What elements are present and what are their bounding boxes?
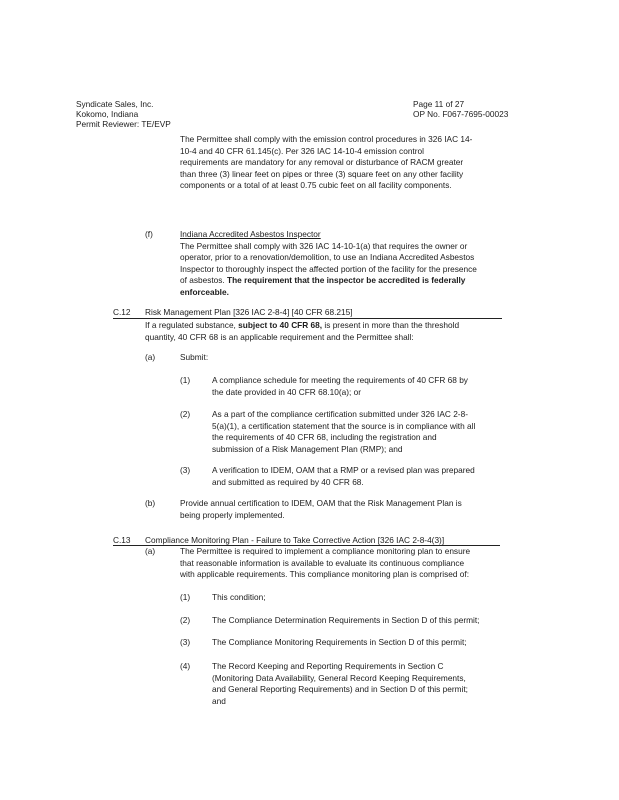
c13-a — [180, 546, 540, 581]
header-right — [413, 99, 563, 119]
section-title-c13: Compliance Monitoring Plan - Failure to Take Corrective Action [326 IAC 2-8-4(3)] — [145, 535, 445, 545]
section-number-c12: C.12 — [113, 307, 131, 317]
text-line: that reasonable information is available to evaluate its continuous compliance — [180, 557, 465, 568]
c12-item-2-num: (2) — [180, 409, 191, 419]
c13-item-4 — [212, 661, 542, 707]
c12-a-label: (a) — [145, 352, 156, 362]
text-line: the requirements of 40 CFR 68, including the registration and — [212, 432, 437, 443]
text-line: and submitted as required by 40 CFR 68. — [212, 476, 364, 487]
permit-number: OP No. F067-7695-00023 — [413, 109, 509, 120]
text-line: being properly implemented. — [180, 509, 285, 520]
text-line — [145, 320, 545, 332]
c12-b-label: (b) — [145, 498, 156, 508]
text-span: is present in more than the threshold — [322, 320, 460, 330]
c13-item-2: The Compliance Determination Requirements in Section D of this permit; — [212, 615, 480, 625]
c13-item-3: The Compliance Monitoring Requirements in Section D of this permit; — [212, 637, 467, 647]
c12-item-3 — [212, 465, 542, 488]
c13-a-label: (a) — [145, 546, 156, 556]
bold-text: The requirement that the inspector be accredited is federally — [227, 275, 466, 286]
item-f-label: (f) — [145, 229, 153, 239]
c12-b — [180, 498, 540, 521]
text-span: of asbestos. — [180, 275, 228, 286]
company-location: Kokomo, Indiana — [76, 109, 139, 120]
c13-item-1-num: (1) — [180, 592, 191, 602]
c12-item-3-num: (3) — [180, 465, 191, 475]
text-line: (Monitoring Data Availability, General Record Keeping Requirements, — [212, 672, 466, 683]
section-title-c12: Risk Management Plan [326 IAC 2-8-4] [40 CFR 68.215] — [145, 307, 353, 317]
text-line: quantity, 40 CFR 68 is an applicable requirement and the Permittee shall: — [145, 331, 414, 342]
c12-intro — [145, 320, 545, 343]
header-left — [76, 99, 276, 130]
text-line: The Record Keeping and Reporting Requirements in Section C — [212, 661, 444, 671]
text-line: A compliance schedule for meeting the requirements of 40 CFR 68 by — [212, 375, 468, 385]
text-line: and General Reporting Requirements) and in Section D of this permit; — [212, 684, 468, 695]
text-line: operator, prior to a renovation/demolition, to use an Indiana Accredited Asbestos — [180, 252, 475, 263]
item-f-title: Indiana Accredited Asbestos Inspector — [180, 229, 321, 239]
text-line: than three (3) linear feet on pipes or three (3) square feet on any other facility — [180, 168, 464, 179]
c13-item-4-num: (4) — [180, 661, 191, 671]
section-number-c13: C.13 — [113, 535, 131, 545]
page-number: Page 11 of 27 — [413, 99, 465, 109]
text-line: the date provided in 40 CFR 68.10(a); or — [212, 386, 361, 397]
c12-item-1 — [212, 375, 542, 398]
text-line — [180, 275, 540, 287]
text-line: As a part of the compliance certification submitted under 326 IAC 2-8- — [212, 409, 468, 419]
text-line: Provide annual certification to IDEM, OAM that the Risk Management Plan is — [180, 498, 462, 508]
text-line: A verification to IDEM, OAM that a RMP or a revised plan was prepared — [212, 465, 475, 475]
continued-paragraph — [180, 134, 540, 192]
text-line: Inspector to thoroughly inspect the affected portion of the facility for the presence — [180, 263, 477, 274]
text-line: 5(a)(1), a certification statement that the source is in compliance with all — [212, 420, 476, 431]
c12-item-1-num: (1) — [180, 375, 191, 385]
text-line: submission of a Risk Management Plan (RMP); and — [212, 443, 403, 454]
c13-item-3-num: (3) — [180, 637, 191, 647]
text-line: The Permittee shall comply with the emission control procedures in 326 IAC 14- — [180, 134, 473, 144]
text-line: The Permittee shall comply with 326 IAC 14-10-1(a) that requires the owner or — [180, 240, 468, 251]
text-span: If a regulated substance, — [145, 320, 239, 330]
text-line: components or a total of at least 0.75 cubic feet on all facility components. — [180, 180, 452, 191]
text-line: requirements are mandatory for any removal or disturbance of RACM greater — [180, 157, 464, 168]
text-line: with applicable requirements. This compliance monitoring plan is comprised of: — [180, 569, 469, 580]
permit-reviewer: Permit Reviewer: TE/EVP — [76, 119, 171, 130]
c13-item-1: This condition; — [212, 592, 266, 602]
text-line: and — [212, 695, 226, 706]
item-f — [180, 229, 540, 299]
company-name: Syndicate Sales, Inc. — [76, 99, 154, 109]
text-line: 10-4 and 40 CFR 61.145(c). Per 326 IAC 14-10-4 emission control — [180, 145, 424, 156]
c13-item-2-num: (2) — [180, 615, 191, 625]
c12-a-text: Submit: — [180, 352, 209, 362]
c12-item-2 — [212, 409, 542, 455]
text-line: The Permittee is required to implement a compliance monitoring plan to ensure — [180, 546, 471, 556]
section-rule — [113, 318, 502, 319]
bold-text: enforceable. — [180, 286, 229, 297]
bold-text: subject to 40 CFR 68, — [238, 320, 323, 330]
